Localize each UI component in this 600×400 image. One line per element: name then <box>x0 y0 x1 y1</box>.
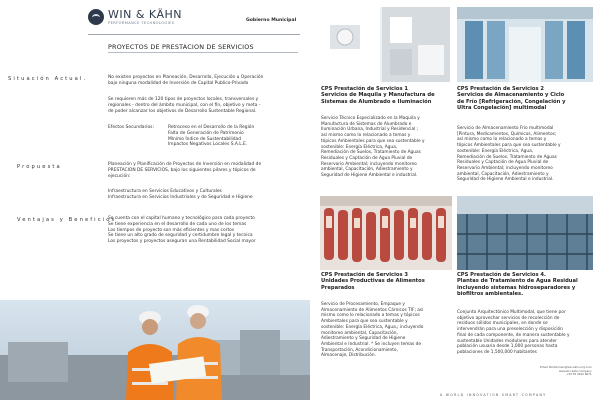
text-line: ejecución: <box>108 173 131 179</box>
project-4-title <box>457 272 597 298</box>
body-line: Almacenamiento de Alimentos Cárnicos TIF; así <box>321 307 424 313</box>
body-line: Remediación de Suelos, Tratamiento de Aguas <box>457 154 557 160</box>
body-line: ambiental, Capacitación, Adiestramiento y <box>321 167 413 173</box>
engineers-photo <box>0 300 310 400</box>
body-line: residuos sólidos municipales, en donde se <box>457 321 548 327</box>
title-line: Servicios de Almacenamiento y Ciclo <box>457 92 565 99</box>
efecto-item: Retroceso en el Desarrollo de la Región <box>168 125 255 130</box>
body-line: poblaciones de 1,500,000 habitantes <box>457 349 537 355</box>
body-line: Remediación de Suelos, Tratamiento de Aguas <box>321 150 421 156</box>
page-title: PROYECTOS DE PRESTACION DE SERVICIOS <box>108 43 254 51</box>
text-line: Infraestructura en Servicios Educativos y Culturales <box>108 189 222 194</box>
text-line: regionales - dentro del ámbito municipal, con el fin, objetivo y meta - <box>108 102 261 108</box>
project-1-title <box>321 86 453 105</box>
title-line: de Frío [Refrigeración, Congelación y <box>457 98 566 105</box>
contact-block <box>540 366 592 377</box>
brand-tagline: PERFORMANCE TECHNOLOGIES <box>108 21 175 25</box>
efecto-item: Impactos Negativos Locales S.A.L.E. <box>168 142 248 148</box>
situacion-paragraph-1 <box>108 75 308 87</box>
body-line: Servicio Técnico Especializado en la Maquila y <box>321 116 420 121</box>
body-line: [Pintura, Medicamentos, Químicos, Alimentos; <box>457 131 557 137</box>
efecto-item: Falta de Generación de Patrimonio <box>168 130 244 136</box>
body-line: sostenible: Energía Eléctrica, Agua, <box>321 144 398 150</box>
body-line: Adiestramiento y Seguridad de Higiene <box>321 336 406 342</box>
efecto-item: Mínimo Índice de Sustentabilidad <box>168 136 242 142</box>
footer-tagline: A WORLD INNOVATION SMART COMPANY <box>440 393 547 397</box>
body-line: Transportación, Acondicionamiento, <box>321 347 398 353</box>
body-line: Residuales y Captación de Agua Pluvial de <box>457 160 549 166</box>
title-line: Plantas de Tratamiento de Agua Residual <box>457 278 578 285</box>
text-line: Planeación y Planificación de Proyectos de Inversión en modalidad de <box>108 162 262 167</box>
situacion-paragraph-2 <box>108 97 308 114</box>
title-line: Sistemas de Alumbrado e Iluminación <box>321 98 432 105</box>
body-line: sustentable Unidades modulares para atender <box>457 338 557 344</box>
section-label-ventajas: Ventajas y Beneficios <box>17 217 117 223</box>
meat-processing-photo <box>320 196 452 270</box>
efectos-label: Efectos Secundarios: <box>108 125 154 130</box>
body-line: sostenible: Energía Eléctrica, Agua, <box>457 148 534 154</box>
body-line: Servicio de Almacenamiento Frío multimodal <box>457 126 554 131</box>
cold-storage-photo <box>457 7 593 82</box>
brand-name: WIN & KÄHN <box>108 8 182 21</box>
company-logo <box>88 9 104 25</box>
body-line: Servicio de Procesamiento, Empaque y <box>321 302 405 307</box>
project-2-body <box>457 126 597 183</box>
title-line: CPS Prestación de Servicios 1 <box>321 86 408 92</box>
body-line: mismo como lo relacionado a temas y tópicos <box>321 313 420 319</box>
body-line: Seguridad de Higiene Ambiental e industrial. <box>457 177 554 183</box>
title-line: Unidades Productivas de Alimentos <box>321 278 425 285</box>
body-line: Almacenaje, Distribución. <box>321 353 376 359</box>
title-line: incluyendo sistemas hidroseparadores y <box>457 284 576 291</box>
title-divider <box>108 52 298 53</box>
body-line: monitoreo ambiental, Capacitación, <box>321 330 398 336</box>
body-line: Manufactura de Sistemas de Alumbrado e <box>321 121 412 127</box>
body-line: Residuales y Captación de Agua Pluvial de <box>321 155 413 161</box>
body-line: objetivo aprovechar servicios de recolección de <box>457 315 560 321</box>
section-label-situacion: Situación Actual. <box>8 76 88 82</box>
title-line: Servicios de Maquila y Manufactura de <box>321 92 435 99</box>
body-line: Iluminación Urbana, Industrial y Residencial ; <box>321 127 419 133</box>
project-4-body <box>457 310 597 356</box>
title-line: CPS Prestación de Servicios 4. <box>457 272 546 278</box>
body-line: Ambiental e Industrial. * Se incluyen temas de <box>321 341 422 347</box>
body-line: ambiental, Capacitación, Adiestramiento y <box>457 171 549 177</box>
water-treatment-photo <box>457 196 593 270</box>
contact-website[interactable]: www.win-kahn.company <box>558 368 592 373</box>
project-3-title <box>321 272 453 291</box>
body-line: así mismo como lo relacionado a temas y <box>321 133 411 139</box>
title-line: CPS Prestación de Servicios 3 <box>321 272 408 278</box>
project-3-body <box>321 302 453 359</box>
text-line: Infraestructura en Servicios Industriales y de Seguridad e Higiene <box>108 194 253 200</box>
text-line: PRESTACION DE SERVICIOS, bajo los siguientes pilares y tópicos de <box>108 167 256 173</box>
body-line: sostenible: Energía Eléctrica, Agua,; incluyendo <box>321 324 424 330</box>
body-line: Ambientales para que sea sustentable y <box>321 319 408 325</box>
text-line: Se requieren más de 120 tipos de proyectos locales, transversales y <box>108 97 259 102</box>
ventaja-item: Los proyectos y proyectos aseguran una Rentabilidad Social mayor <box>108 239 256 245</box>
project-2-title <box>457 86 597 112</box>
contact-phone: +52 55 4242 6671 <box>566 372 592 377</box>
body-line: Reservorio Ambiental; incluyendo monitoreo <box>457 165 553 171</box>
propuesta-paragraph-2 <box>108 189 308 201</box>
title-line: CPS Prestación de Servicios 2 <box>457 86 544 92</box>
efectos-list <box>168 125 308 148</box>
header-divider <box>88 34 300 35</box>
title-line: biofiltros ambientales. <box>457 291 524 298</box>
project-1-body <box>321 116 453 179</box>
title-line: Preparados <box>321 284 355 291</box>
body-line: población usuaria desde 1,000 personas hasta <box>457 344 558 350</box>
body-line: intervendrán para una preselección y disposición <box>457 327 563 333</box>
text-line: No existen proyectos en Planeación, Desarrollo, Ejecución u Operación <box>108 75 264 80</box>
body-line: Seguridad de Higiene Ambiental e industrial. <box>321 173 418 179</box>
propuesta-paragraph-1 <box>108 162 308 179</box>
contact-email[interactable]: Email: Bartolomeo@win-kahn.org.com <box>540 365 592 369</box>
ventajas-list <box>108 216 308 245</box>
government-label: Gobierno Municipal <box>246 18 297 23</box>
body-line: Reservorio Ambiental; incluyendo monitoreo <box>321 161 417 167</box>
body-line: Conjunto Arquitectónico Multimodal, que tiene por <box>457 310 566 315</box>
section-label-propuesta: Propuesta <box>17 164 62 170</box>
title-line: Ultra Congelación] multimodal <box>457 105 547 112</box>
lighting-photo <box>320 7 450 82</box>
text-line: de poder alcanzar los objetivos de Desarrollo Sustentable Regional. <box>108 108 257 114</box>
text-line: bajo ninguna modalidad de Inversión de Capital Publico-Privado <box>108 80 249 86</box>
ventaja-item: Se tiene un alto grado de seguridad y certidumbre legal y tecnica <box>108 233 253 239</box>
ventaja-item: Se cuenta con el capital humano y tecnológico para cada proyecto <box>108 216 255 221</box>
body-line: tópicos Ambientales para que sea sustentable y <box>321 138 425 144</box>
ventaja-item: Se tiene experiencia en el desarrollo de cada uno de los temas <box>108 221 247 227</box>
body-line: tópicos Ambientales para que sea sustentable y <box>457 143 561 149</box>
body-line: así mismo como lo relacionado a temas y <box>457 137 547 143</box>
ventaja-item: Los tiempos de proyecto son más eficientes y mas cortos <box>108 227 235 233</box>
body-line: final de cada componente, de manera sustentable y <box>457 332 570 338</box>
